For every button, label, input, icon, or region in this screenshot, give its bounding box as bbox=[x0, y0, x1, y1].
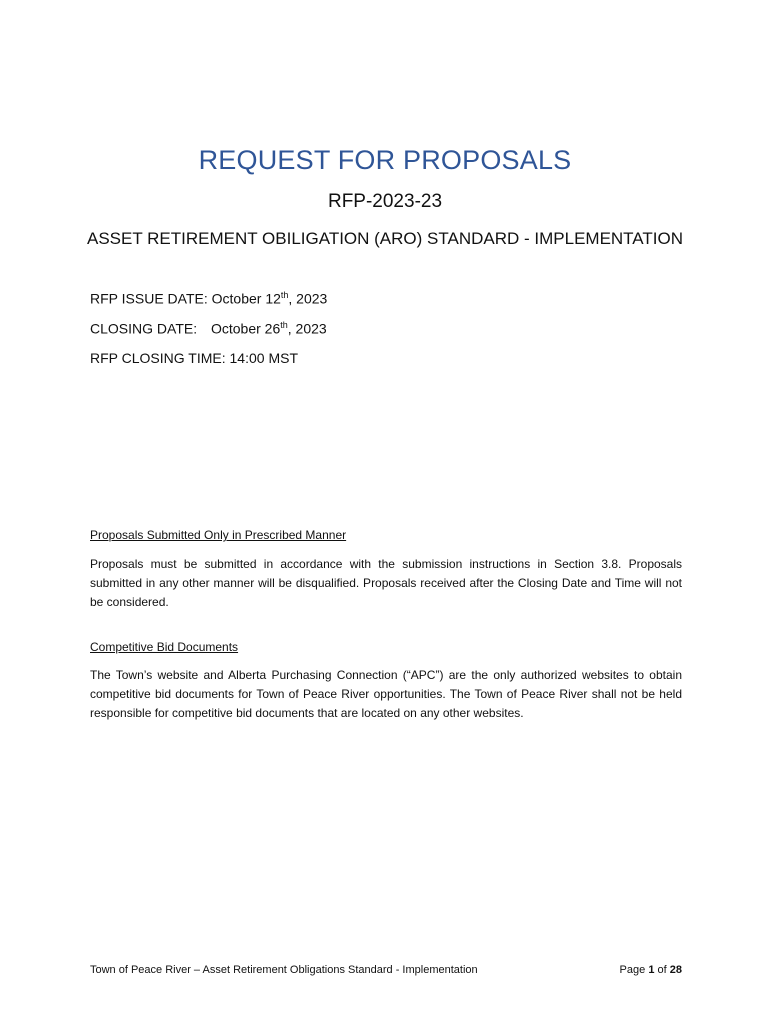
footer-page-of: of bbox=[657, 964, 667, 976]
footer-page-number bbox=[620, 964, 682, 976]
closing-date-label: CLOSING DATE: bbox=[90, 320, 198, 337]
closing-time-line bbox=[90, 350, 298, 366]
issue-date-year: , 2023 bbox=[288, 290, 328, 307]
section-body-prescribed-manner: Proposals must be submitted in accordance with the submission instructions in Section 3.8. Proposals submitted in any other manner will be disqualified. Proposals received after the Closing Date and Time will not be considered. bbox=[90, 557, 682, 609]
issue-date-day: October 12 bbox=[211, 290, 281, 307]
closing-date-day: October 26 bbox=[210, 320, 281, 337]
closing-date-suffix: th bbox=[280, 320, 288, 330]
closing-date-year: , 2023 bbox=[287, 320, 327, 337]
section-body-bid-documents: The Town’s website and Alberta Purchasing Connection (“APC”) are the only authorized websites to obtain competitive bid documents for Town of Peace River opportunities. The Town of Peace River shall not be held responsible for competitive bid documents that are located on any other websites. bbox=[90, 668, 682, 720]
document-title: REQUEST FOR PROPOSALS bbox=[198, 145, 572, 175]
rfp-number: RFP-2023-23 bbox=[327, 191, 443, 212]
closing-time-value: 14:00 MST bbox=[229, 350, 298, 366]
section-heading-prescribed-manner: Proposals Submitted Only in Prescribed Manner bbox=[90, 528, 347, 542]
closing-date-line bbox=[90, 320, 327, 337]
closing-time-label: RFP CLOSING TIME: bbox=[90, 350, 226, 366]
section-heading-bid-documents: Competitive Bid Documents bbox=[90, 640, 239, 654]
footer-page-total: 28 bbox=[669, 964, 682, 976]
issue-date-line bbox=[90, 290, 327, 307]
issue-date-suffix: th bbox=[280, 290, 289, 300]
footer-document-title: Town of Peace River – Asset Retirement Obligations Standard - Implementation bbox=[90, 964, 478, 976]
issue-date-label: RFP ISSUE DATE: bbox=[90, 290, 208, 307]
rfp-subject: ASSET RETIREMENT OBILIGATION (ARO) STANDARD - IMPLEMENTATION bbox=[86, 229, 683, 248]
footer-page-label: Page bbox=[619, 964, 646, 976]
footer-page-current: 1 bbox=[648, 964, 655, 976]
